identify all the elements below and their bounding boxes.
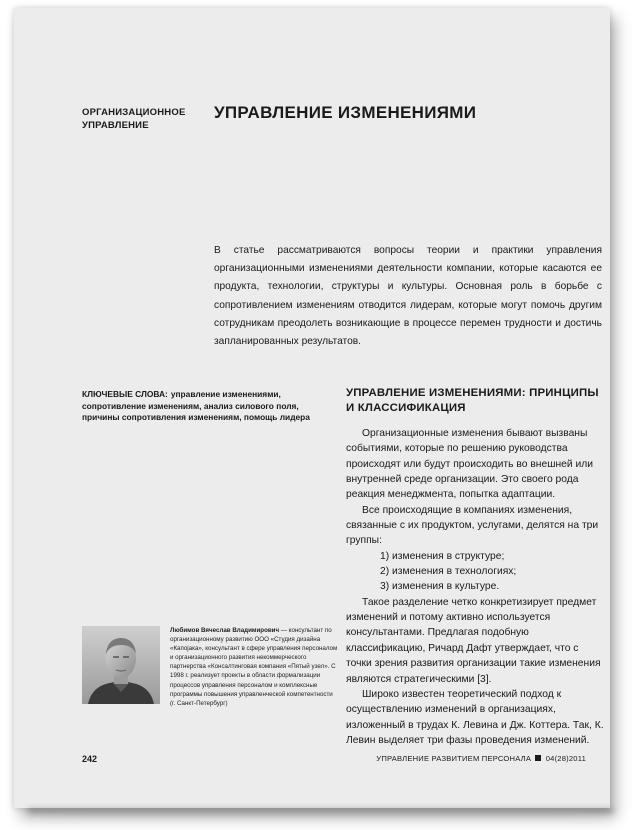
article-title: УПРАВЛЕНИЕ ИЗМЕНЕНИЯМИ bbox=[214, 103, 477, 122]
keywords-text: управление изменениями, сопротивление изменениям, анализ силового поля, причины сопротивления изменениям, помощь лидера bbox=[82, 389, 310, 422]
body-paragraph: Организационные изменения бывают вызваны событиями, которые по решению руководства происходят или будут происходить во внешней или внутренней среде организации. Это своего рода реакция менеджмента, попытка адаптации. bbox=[346, 428, 593, 501]
author-portrait-image bbox=[82, 626, 160, 704]
author-name: Любимов Вячеслав Владимирович bbox=[170, 627, 280, 634]
journal-issue: 04(28)2011 bbox=[545, 754, 586, 763]
page-number: 242 bbox=[82, 754, 98, 764]
journal-name: УПРАВЛЕНИЕ РАЗВИТИЕМ ПЕРСОНАЛА bbox=[376, 754, 532, 763]
author-bio bbox=[170, 626, 338, 708]
list-item: 1) изменения в структуре; bbox=[380, 550, 505, 562]
journal-page bbox=[14, 8, 610, 808]
square-bullet-icon bbox=[535, 755, 541, 761]
section-label: ОРГАНИЗАЦИОННОЕ УПРАВЛЕНИЕ bbox=[82, 107, 186, 131]
journal-footer bbox=[376, 754, 586, 763]
body-paragraph: Такое разделение четко конкретизирует предмет изменений и потому активно используется консультантами. Предлагая подобную классификацию, Ричард Дафт утверждает, что с точки зрения развития организации такие изменения являются стратегическими [3]. bbox=[346, 596, 601, 685]
body-paragraph: Широко известен теоретический подход к осуществлению изменений в организациях, изложенный в трудах К. Левина и Дж. Коттера. Так, К. Левин выделяет три фазы проведения изменений. bbox=[346, 688, 604, 746]
author-photo bbox=[82, 626, 160, 704]
list-item: 2) изменения в технологиях; bbox=[380, 566, 517, 578]
list-item: 3) изменения в культуре. bbox=[380, 581, 500, 593]
keywords-block bbox=[82, 389, 337, 424]
body-paragraph: Все происходящие в компаниях изменения, связанные с их продуктом, услугами, делятся на три группы: bbox=[346, 504, 599, 547]
section-heading: УПРАВЛЕНИЕ ИЗМЕНЕНИЯМИ: ПРИНЦИПЫ И КЛАССИФИКАЦИЯ bbox=[346, 387, 599, 414]
author-description: — консультант по организационному развитию ООО «Студия дизайна «Капоjака», консультант в сфере управления персоналом и организационного развития некоммерческого партнерства «Консалтинговая компания «Пятый узел». С 1998 г. реализует проекты в области формализации процессов управления персоналом и комплексные программы повышения управленческой компетентности (г. Санкт-Петербург) bbox=[170, 627, 338, 707]
keywords-label: КЛЮЧЕВЫЕ СЛОВА: bbox=[82, 389, 168, 399]
article-abstract: В статье рассматриваются вопросы теории и практики управления организационными изменениями деятельности компании, которые касаются ее продукта, технологии, структуры и культуры. Основная роль в борьбе с сопротивлением изменениям отводится лидерам, которые могут помочь другим сотрудникам преодолеть возникающие в процессе перемен трудности и достичь запланированных результатов. bbox=[214, 245, 602, 348]
article-body bbox=[346, 426, 604, 748]
